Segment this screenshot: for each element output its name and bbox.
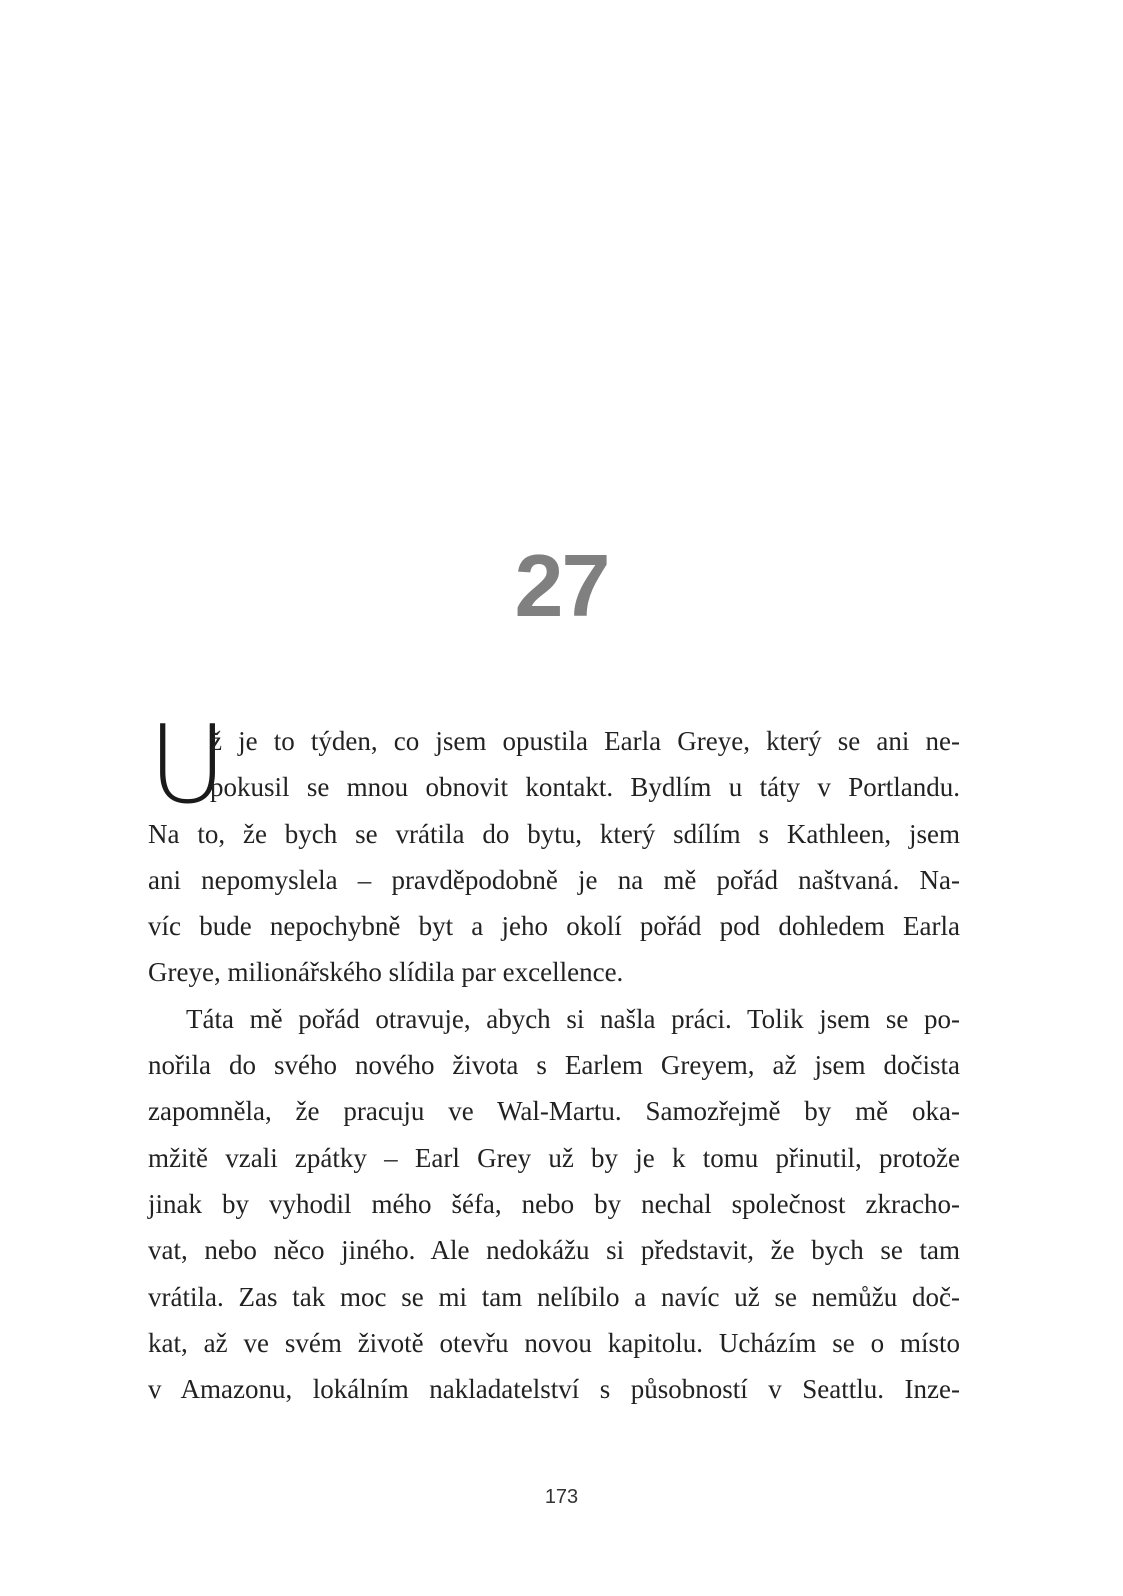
text-line: ž je to týden, co jsem opustila Earla Greye, který se ani ne- xyxy=(210,726,960,756)
text-line: v Amazonu, lokálním nakladatelství s působností v Seattlu. Inze- xyxy=(148,1374,960,1405)
text-line: pokusil se mnou obnovit kontakt. Bydlím u táty v Portlandu. xyxy=(210,772,960,803)
text-line: vrátila. Zas tak moc se mi tam nelíbilo a navíc už se nemůžu doč- xyxy=(148,1281,960,1312)
text-line: nořila do svého nového života s Earlem Greyem, až jsem dočista xyxy=(148,1050,960,1081)
text-line: Táta mě pořád otravuje, abych si našla práci. Tolik jsem se po- xyxy=(186,1003,960,1034)
text-line: zapomněla, že pracuju ve Wal-Martu. Samozřejmě by mě oka- xyxy=(148,1096,960,1127)
text-line: mžitě vzali zpátky – Earl Grey už by je k tomu přinutil, protože xyxy=(148,1142,960,1173)
text-line: víc bude nepochybně byt a jeho okolí pořád pod dohledem Earla xyxy=(148,911,960,942)
text-line: Greye, milionářského slídila par excellence. xyxy=(148,957,624,988)
page-number: 173 xyxy=(544,1486,579,1508)
text-line: ani nepomyslela – pravděpodobně je na mě pořád naštvaná. Na- xyxy=(148,864,960,895)
text-line: vat, nebo něco jiného. Ale nedokážu si představit, že bych se tam xyxy=(148,1235,960,1266)
drop-cap: U xyxy=(148,703,228,828)
text-line: Na to, že bych se vrátila do bytu, který sdílím s Kathleen, jsem xyxy=(148,818,960,849)
chapter-number: 27 xyxy=(514,536,609,635)
text-line: jinak by vyhodil mého šéfa, nebo by nechal společnost zkracho- xyxy=(148,1188,960,1219)
text-line: kat, až ve svém životě otevřu novou kapitolu. Ucházím se o místo xyxy=(148,1327,960,1358)
body-text xyxy=(148,718,960,1412)
